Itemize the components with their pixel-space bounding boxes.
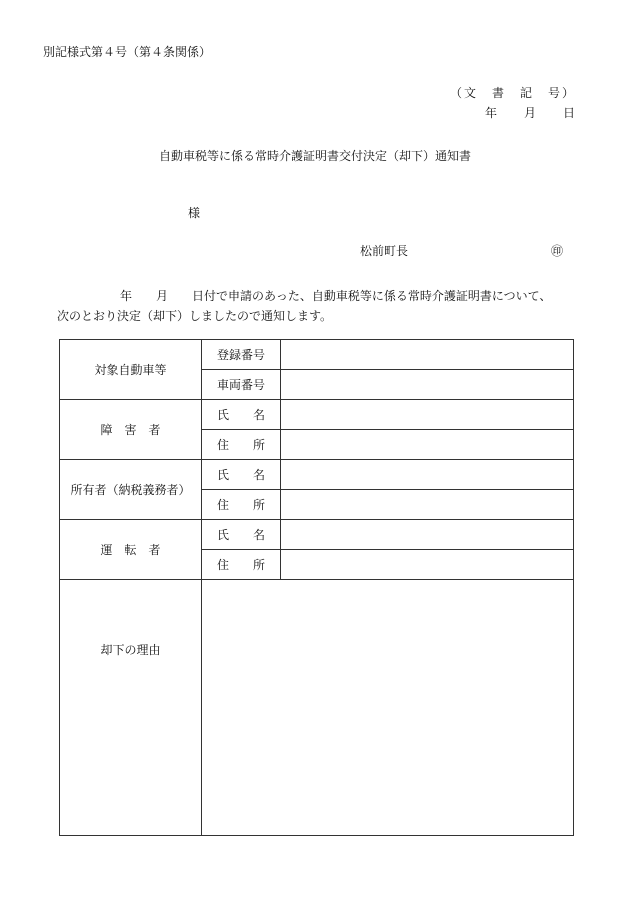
- disabled-person-address-field[interactable]: [281, 430, 574, 460]
- vehicle-number-field[interactable]: [281, 370, 574, 400]
- rejection-reason-field[interactable]: [202, 580, 574, 836]
- driver-group-label: 運 転 者: [60, 520, 202, 580]
- seal-mark: ㊞: [551, 244, 564, 258]
- driver-name-field[interactable]: [281, 520, 574, 550]
- table-row: [60, 580, 574, 836]
- driver-name-label: 氏 名: [202, 520, 281, 550]
- table-row: [60, 400, 574, 430]
- disabled-person-group-label: 障 害 者: [60, 400, 202, 460]
- disabled-person-name-label: 氏 名: [202, 400, 281, 430]
- document-number: （文 書 記 号）: [449, 86, 576, 100]
- rejection-reason-label: 却下の理由: [60, 580, 202, 836]
- table-row: [60, 340, 574, 370]
- body-text-line-1: 年 月 日付で申請のあった、自動車税等に係る常時介護証明書について、: [120, 289, 552, 303]
- driver-address-field[interactable]: [281, 550, 574, 580]
- vehicle-number-label: 車両番号: [202, 370, 281, 400]
- details-table: [59, 339, 574, 836]
- table-row: [60, 520, 574, 550]
- addressee-honorific: 様: [188, 206, 201, 220]
- owner-address-field[interactable]: [281, 490, 574, 520]
- disabled-person-address-label: 住 所: [202, 430, 281, 460]
- disabled-person-name-field[interactable]: [281, 400, 574, 430]
- table-row: [60, 460, 574, 490]
- vehicle-group-label: 対象自動車等: [60, 340, 202, 400]
- owner-address-label: 住 所: [202, 490, 281, 520]
- registration-number-label: 登録番号: [202, 340, 281, 370]
- document-title: 自動車税等に係る常時介護証明書交付決定（却下）通知書: [158, 149, 471, 163]
- date-line: 年 月 日: [484, 106, 576, 120]
- driver-address-label: 住 所: [202, 550, 281, 580]
- registration-number-field[interactable]: [281, 340, 574, 370]
- form-label: 別記様式第４号（第４条関係）: [43, 45, 212, 59]
- owner-name-label: 氏 名: [202, 460, 281, 490]
- issuer-name: 松前町長: [360, 244, 409, 258]
- owner-group-label: 所有者（納税義務者）: [60, 460, 202, 520]
- owner-name-field[interactable]: [281, 460, 574, 490]
- body-text-line-2: 次のとおり決定（却下）しましたので通知します。: [57, 309, 333, 323]
